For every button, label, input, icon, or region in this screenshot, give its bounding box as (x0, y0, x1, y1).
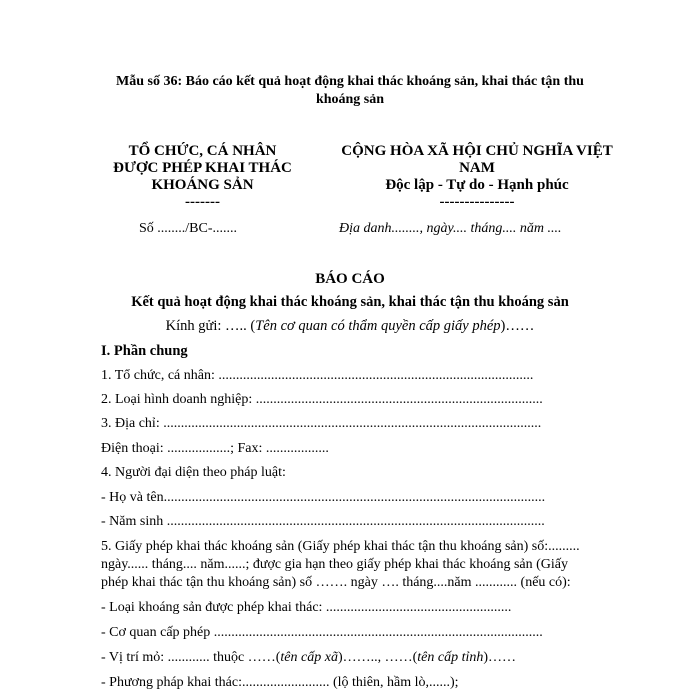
document-number: Số ......../BC-....... (139, 221, 238, 236)
license-line3: phép khai thác tận thu khoáng sản) số ……. ngày …. tháng....năm ............ (nếu có): (101, 575, 571, 590)
recipient-agency: Tên cơ quan có thẩm quyền cấp giấy phép (255, 318, 501, 334)
place-date: Địa danh........, ngày.... tháng.... năm .... (339, 221, 562, 236)
license-line1: 5. Giấy phép khai thác khoáng sản (Giấy phép khai thác tận thu khoáng sản) số:......... (101, 539, 580, 554)
mine-location-prefix: - Vị trí mỏ: ............ thuộc ……( (101, 650, 281, 665)
licensing-agency-line: - Cơ quan cấp phép .............................................................................................. (101, 625, 543, 640)
report-title: BÁO CÁO (315, 271, 385, 287)
recipient-prefix: Kính gửi: ….. ( (165, 318, 256, 334)
mine-location-commune: tên cấp xã (280, 650, 338, 665)
phone-fax-line: Điện thoại: ..................; Fax: .................. (101, 441, 329, 456)
organization-line: 1. Tổ chức, cá nhân: .......................................................................................... (101, 368, 534, 383)
org-header-line3: KHOÁNG SẢN (151, 177, 254, 193)
mine-location-line (101, 650, 516, 666)
org-header (100, 143, 305, 211)
form-title-line1: Mẫu số 36: Báo cáo kết quả hoạt động khai thác khoáng sản, khai thác tận thu (116, 74, 584, 89)
recipient-line (0, 318, 700, 335)
address-line: 3. Địa chỉ: ............................................................................................................ (101, 416, 542, 431)
mine-location-mid: )…….., ……( (337, 650, 418, 665)
section1-heading: I. Phần chung (101, 343, 188, 359)
nation-header-dash: --------------- (439, 194, 515, 210)
birth-year-line: - Năm sinh ............................................................................................................ (101, 514, 545, 529)
nation-header-line2: Độc lập - Tự do - Hạnh phúc (385, 177, 569, 193)
business-type-line: 2. Loại hình doanh nghiệp: .................................................................................. (101, 392, 543, 407)
org-header-line1: TỔ CHỨC, CÁ NHÂN (128, 143, 277, 159)
nation-header (322, 143, 632, 211)
mine-location-suffix: )…… (483, 650, 517, 665)
report-subtitle: Kết quả hoạt động khai thác khoáng sản, khai thác tận thu khoáng sản (131, 294, 569, 310)
license-line2: ngày...... tháng.... năm......; được gia hạn theo giấy phép khai thác khoáng sản (Giấy (101, 557, 569, 572)
full-name-line: - Họ và tên............................................................................................................. (101, 490, 546, 505)
mining-method-line: - Phương pháp khai thác:......................... (lộ thiên, hầm lò,......); (101, 675, 459, 690)
nation-header-line1: CỘNG HÒA XÃ HỘI CHỦ NGHĨA VIỆT NAM (341, 143, 613, 176)
form-title-line2: khoáng sản (315, 92, 385, 107)
org-header-dash: ------- (185, 194, 220, 210)
org-header-line2: ĐƯỢC PHÉP KHAI THÁC (113, 160, 292, 176)
representative-line: 4. Người đại diện theo pháp luật: (101, 465, 286, 480)
mineral-type-line: - Loại khoáng sản được phép khai thác: ..................................................... (101, 600, 512, 615)
mine-location-province: tên cấp tỉnh (417, 650, 484, 665)
recipient-suffix: )…… (500, 318, 535, 334)
